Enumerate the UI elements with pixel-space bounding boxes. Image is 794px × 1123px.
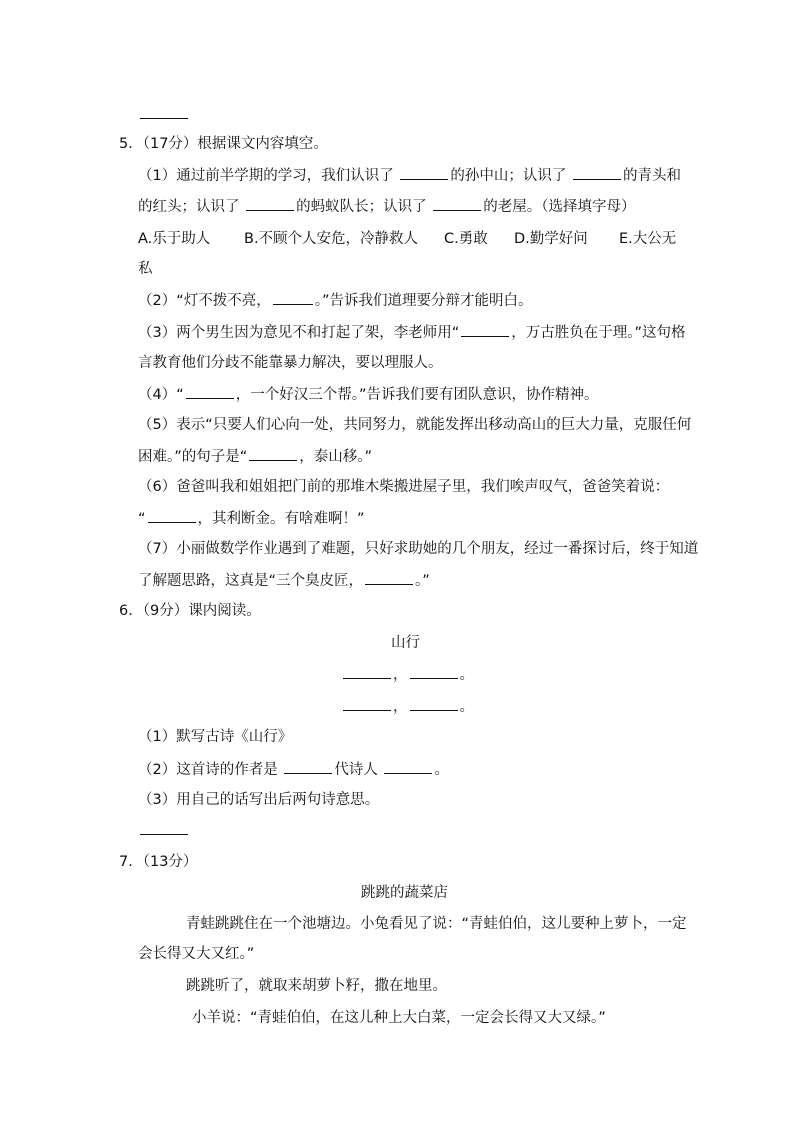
fill-blank[interactable] <box>384 759 432 774</box>
fill-blank[interactable] <box>343 664 391 679</box>
option-a: A.乐于助人 <box>138 231 211 247</box>
q5-sub1-line1 <box>138 165 681 185</box>
fill-blank[interactable] <box>249 446 297 461</box>
q5-sub5-line1: （5）表示“只要人们心向一处，共同努力，就能发挥出移动高山的巨大力量，克服任何 <box>138 417 692 433</box>
text: 了解题思路，这真是“三个臭皮匠， <box>138 573 364 589</box>
text: 困难。”的句子是“ <box>138 449 248 465</box>
text: 。” <box>415 573 430 589</box>
answer-blank-line[interactable] <box>138 820 190 840</box>
passage-p1-line1: 青蛙跳跳住在一个池塘边。小兔看见了说：“青蛙伯伯，这儿要种上萝卜，一定 <box>186 916 687 932</box>
fill-blank[interactable] <box>461 322 509 337</box>
text: ，其利断金。有啥难啊！” <box>197 511 365 527</box>
text: （1）通过前半学期的学习，我们认识了 <box>138 168 399 184</box>
fill-blank[interactable] <box>410 696 458 711</box>
text: ，一个好汉三个帮。”告诉我们要有团队意识，协作精神。 <box>235 387 599 403</box>
option-b: B.不顾个人安危，冷静救人 <box>244 231 419 247</box>
text: 的孙中山；认识了 <box>450 168 571 184</box>
passage-p1-line2: 会长得又大又红。” <box>138 946 255 962</box>
passage-title: 跳跳的蔬菜店 <box>361 885 448 901</box>
q5-sub2 <box>138 290 533 310</box>
q6-sub2 <box>138 759 449 779</box>
fill-blank[interactable] <box>573 165 621 180</box>
answer-blank-line[interactable] <box>138 104 190 124</box>
text: 的老屋。（选择填字母） <box>483 199 636 215</box>
text: 的蚂蚁队长；认识了 <box>296 199 432 215</box>
option-e: E.大公无 <box>619 231 677 247</box>
fill-blank[interactable] <box>186 384 234 399</box>
passage-p2: 跳跳听了，就取来胡萝卜籽，撒在地里。 <box>186 978 447 994</box>
text: 的青头和 <box>622 168 681 184</box>
text: “ <box>138 511 146 527</box>
q5-sub3-line2: 言教育他们分歧不能靠暴力解决，要以理服人。 <box>138 355 443 371</box>
q6-sub3: （3）用自己的话写出后两句诗意思。 <box>138 792 380 808</box>
option-c: C.勇敢 <box>444 231 488 247</box>
fill-blank[interactable] <box>246 196 294 211</box>
text: 的红头；认识了 <box>138 199 245 215</box>
q5-sub1-line2 <box>138 196 635 216</box>
fill-blank[interactable] <box>410 664 458 679</box>
q5-sub5-line2 <box>138 446 372 466</box>
q5-sub4 <box>138 384 599 404</box>
option-d: D.勤学好问 <box>514 231 588 247</box>
q6-sub1: （1）默写古诗《山行》 <box>138 729 293 745</box>
passage-p3: 小羊说：“青蛙伯伯，在这儿种上大白菜，一定会长得又大又绿。” <box>192 1010 606 1026</box>
text: （2）“灯不拨不亮， <box>138 293 271 309</box>
text: ，泰山移。” <box>299 449 373 465</box>
text: 。 <box>434 762 449 778</box>
q5-sub3-line1 <box>138 322 686 342</box>
text: （4）“ <box>138 387 184 403</box>
poem-title: 山行 <box>391 635 420 651</box>
q5-sub6-line1: （6）爸爸叫我和姐姐把门前的那堆木柴搬进屋子里，我们唉声叹气，爸爸笑着说： <box>138 479 670 495</box>
text: ， <box>393 667 408 683</box>
q5-sub7-line1: （7）小丽做数学作业遇到了难题，只好求助她的几个朋友，经过一番探讨后，终于知道 <box>138 541 699 557</box>
text: 。 <box>459 667 474 683</box>
question-7-heading: 7．（13分） <box>119 854 198 870</box>
text: ， <box>393 699 408 715</box>
question-6-heading: 6．（9分）课内阅读。 <box>119 603 261 619</box>
q5-sub6-line2 <box>138 508 365 528</box>
question-5-heading: 5．（17分）根据课文内容填空。 <box>119 136 328 152</box>
poem-line-2 <box>341 696 474 716</box>
fill-blank[interactable] <box>433 196 481 211</box>
fill-blank[interactable] <box>148 508 196 523</box>
text: 代诗人 <box>334 762 383 778</box>
text: ，万古胜负在于理。”这句格 <box>511 325 686 341</box>
q5-sub7-line2 <box>138 570 430 590</box>
option-e-continued: 私 <box>138 261 153 277</box>
text: （2）这首诗的作者是 <box>138 762 283 778</box>
text: （3）两个男生因为意见不和打起了架，李老师用“ <box>138 325 460 341</box>
text: 。 <box>459 699 474 715</box>
fill-blank[interactable] <box>365 570 413 585</box>
fill-blank[interactable] <box>273 290 313 305</box>
poem-line-1 <box>341 664 474 684</box>
text: 。”告诉我们道理要分辩才能明白。 <box>314 293 533 309</box>
fill-blank[interactable] <box>400 165 448 180</box>
fill-blank[interactable] <box>343 696 391 711</box>
fill-blank[interactable] <box>284 759 332 774</box>
